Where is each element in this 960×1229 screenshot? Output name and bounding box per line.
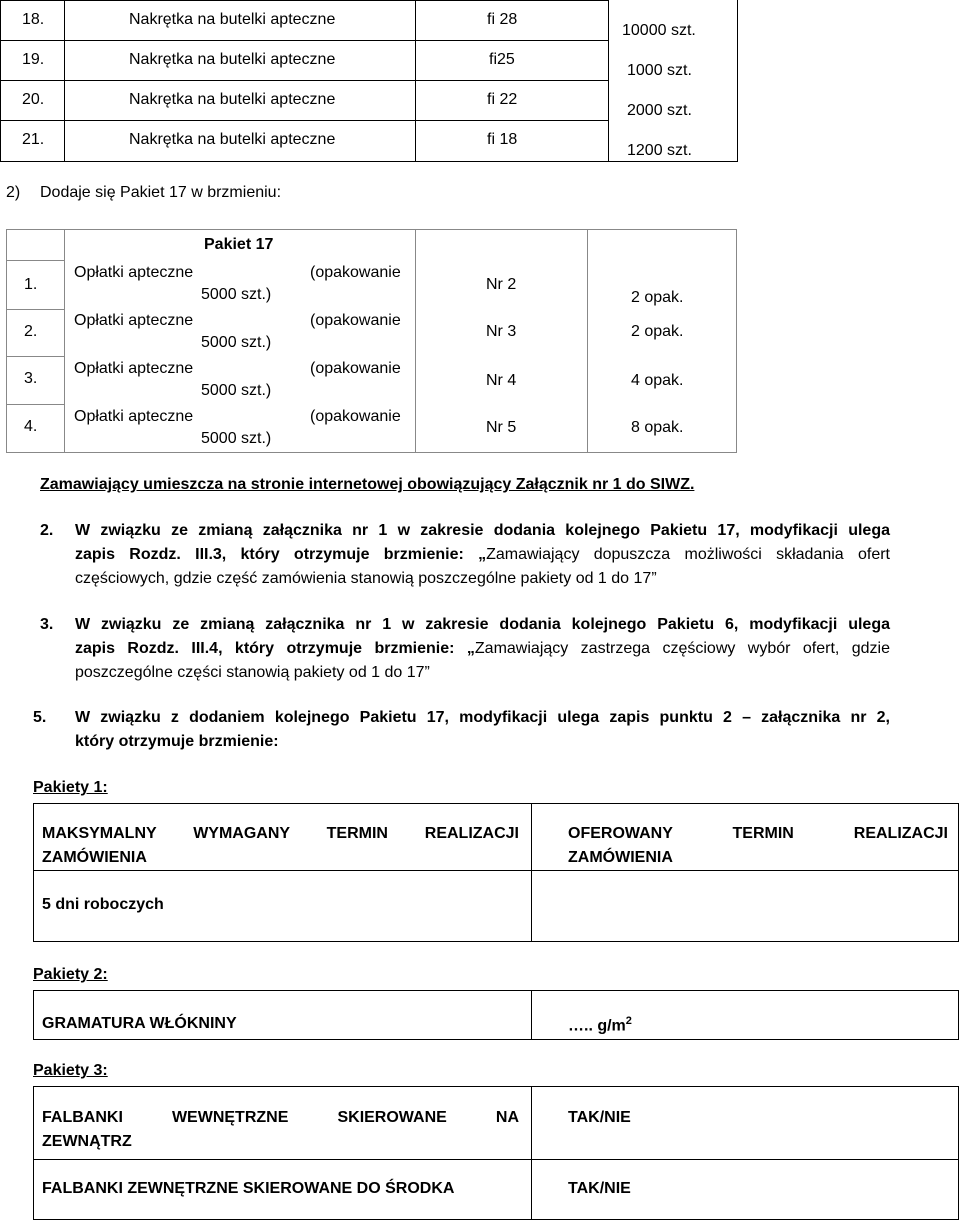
item3-bold2: zapis Rozdz. III.4, który otrzymuje brzmienie: <box>75 640 455 657</box>
weight-label: GRAMATURA WŁÓKNINY <box>42 1015 237 1032</box>
item-number: 5. <box>33 709 47 726</box>
section-number: 2) <box>6 184 21 201</box>
frills-inward-label: FALBANKI ZEWNĘTRZNE SKIEROWANE DO ŚRODKA <box>42 1180 455 1197</box>
pack-label: (opakowanie <box>310 408 401 425</box>
frills-outward-label-cont: ZEWNĄTRZ <box>42 1133 132 1150</box>
product-name: Opłatki apteczne <box>74 312 194 329</box>
max-term-header-cont: ZAMÓWIENIA <box>42 849 147 866</box>
product-size: fi25 <box>489 51 515 68</box>
row-number: 1. <box>24 276 38 293</box>
max-term-value: 5 dni roboczych <box>42 896 164 913</box>
product-size: fi 22 <box>487 91 518 108</box>
row-number: 4. <box>24 418 38 435</box>
product-qty: 1000 szt. <box>627 62 692 79</box>
pack-label: (opakowanie <box>310 312 401 329</box>
size-number: Nr 2 <box>486 276 517 293</box>
offered-term-header-cont: ZAMÓWIENIA <box>568 849 673 866</box>
item3-line3: poszczególne części stanowią pakiety od 1 do 17” <box>75 664 430 681</box>
product-qty: 2000 szt. <box>627 102 692 119</box>
row-number: 18. <box>22 11 45 28</box>
pack-qty: 2 opak. <box>631 323 684 340</box>
product-qty: 10000 szt. <box>622 22 696 39</box>
row-number: 20. <box>22 91 45 108</box>
product-name: Nakrętka na butelki apteczne <box>129 51 336 68</box>
pack-qty: 2 opak. <box>631 289 684 306</box>
item3-line2 <box>75 640 890 658</box>
item5-line1: W związku z dodaniem kolejnego Pakietu 17, modyfikacji ulega zapis punktu 2 – załącznika nr 2, <box>75 709 890 726</box>
quote-mark: „ <box>466 640 475 657</box>
pack-label: (opakowanie <box>310 264 401 281</box>
pack-qty: 8 opak. <box>631 419 684 436</box>
weight-unit-exponent: 2 <box>625 1015 632 1027</box>
pakiety1-label: Pakiety 1: <box>33 779 108 796</box>
pack-amount: 5000 szt.) <box>201 334 272 351</box>
pakiety2-label: Pakiety 2: <box>33 966 108 983</box>
pack-amount: 5000 szt.) <box>201 286 272 303</box>
item3-line1: W związku ze zmianą załącznika nr 1 w zakresie dodania kolejnego Pakietu 6, modyfikacji ulega <box>75 616 890 633</box>
product-name: Nakrętka na butelki apteczne <box>129 11 336 28</box>
frills-outward-label: FALBANKI WEWNĘTRZNE SKIEROWANE NA <box>42 1109 519 1126</box>
item2-bold2: zapis Rozdz. III.3, który otrzymuje brzmienie: <box>75 546 464 563</box>
siwz-notice: Zamawiający umieszcza na stronie internetowej obowiązujący Załącznik nr 1 do SIWZ. <box>40 476 695 493</box>
frills-outward-choice[interactable]: TAK/NIE <box>568 1109 631 1126</box>
item-number: 3. <box>40 616 54 633</box>
item2-text: Zamawiający dopuszcza możliwości składania ofert <box>486 546 891 563</box>
row-number: 21. <box>22 131 45 148</box>
item-number: 2. <box>40 522 54 539</box>
pack-amount: 5000 szt.) <box>201 382 272 399</box>
weight-value[interactable] <box>568 1015 632 1035</box>
quote-mark: „ <box>478 546 487 563</box>
pack-amount: 5000 szt.) <box>201 430 272 447</box>
item2-line2 <box>75 546 890 564</box>
offered-term-header: OFEROWANY TERMIN REALIZACJI <box>568 825 948 842</box>
product-name: Opłatki apteczne <box>74 408 194 425</box>
pakiety3-label: Pakiety 3: <box>33 1062 108 1079</box>
product-name: Nakrętka na butelki apteczne <box>129 91 336 108</box>
size-number: Nr 4 <box>486 372 517 389</box>
pack-label: (opakowanie <box>310 360 401 377</box>
product-qty: 1200 szt. <box>627 142 692 159</box>
product-size: fi 28 <box>487 11 518 28</box>
pack-qty: 4 opak. <box>631 372 684 389</box>
section-title: Dodaje się Pakiet 17 w brzmieniu: <box>40 184 282 201</box>
size-number: Nr 3 <box>486 323 517 340</box>
row-number: 3. <box>24 370 38 387</box>
pakiet-header: Pakiet 17 <box>204 236 274 253</box>
row-number: 19. <box>22 51 45 68</box>
item2-line3: częściowych, gdzie część zamówienia stanowią poszczególne pakiety od 1 do 17” <box>75 570 657 587</box>
item5-line2: który otrzymuje brzmienie: <box>75 733 279 750</box>
product-name: Opłatki apteczne <box>74 360 194 377</box>
max-term-header: MAKSYMALNY WYMAGANY TERMIN REALIZACJI <box>42 825 519 842</box>
product-size: fi 18 <box>487 131 518 148</box>
row-number: 2. <box>24 323 38 340</box>
item3-text: Zamawiający zastrzega częściowy wybór ofert, gdzie <box>474 640 891 657</box>
weight-value-text: ….. g/m <box>568 1017 626 1035</box>
item2-line1: W związku ze zmianą załącznika nr 1 w zakresie dodania kolejnego Pakietu 17, modyfikacji ulega <box>75 522 890 539</box>
product-name: Opłatki apteczne <box>74 264 194 281</box>
product-name: Nakrętka na butelki apteczne <box>129 131 336 148</box>
size-number: Nr 5 <box>486 419 517 436</box>
frills-inward-choice[interactable]: TAK/NIE <box>568 1180 631 1197</box>
